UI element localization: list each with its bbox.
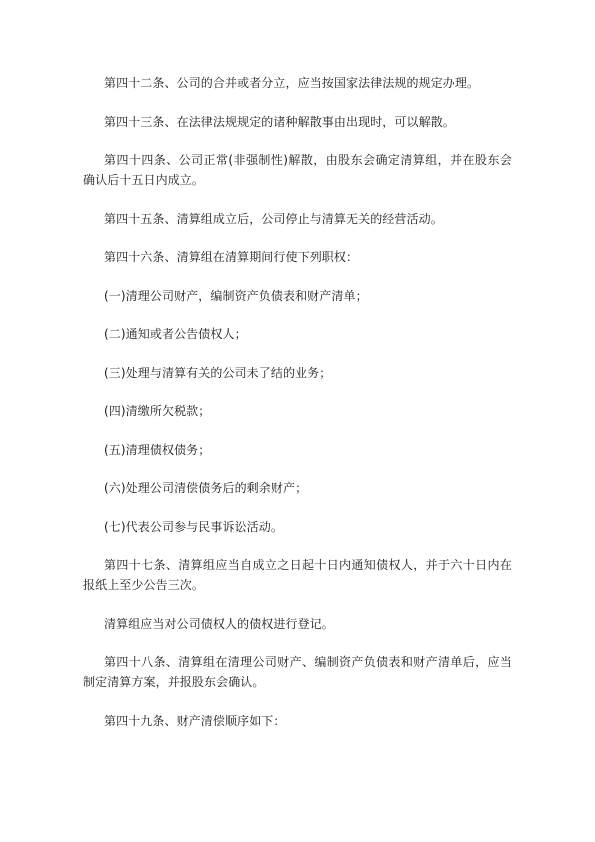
article-46: 第四十六条、清算组在清算期间行使下列职权：	[104, 250, 359, 264]
list-item-4: (四)清缴所欠税款；	[104, 404, 211, 418]
article-49: 第四十九条、财产清偿顺序如下：	[104, 713, 286, 728]
article-44: 第四十四条、公司正常(非强制性)解散，由股东会确定清算组，并在股东会确认后十五日内成立。	[83, 153, 512, 187]
list-item-2: (二)通知或者公告债权人；	[104, 327, 247, 341]
article-45: 第四十五条、清算组成立后，公司停止与清算无关的经营活动。	[104, 211, 443, 226]
article-48: 第四十八条、清算组在清理公司财产、编制资产负债表和财产清单后，应当制定清算方案，并报股东会确认。	[83, 655, 512, 689]
list-item-3: (三)处理与清算有关的公司未了结的业务；	[104, 365, 332, 380]
article-42: 第四十二条、公司的合并或者分立，应当按国家法律法规的规定办理。	[104, 76, 480, 90]
list-item-5: (五)清理债权债务；	[104, 442, 211, 457]
article-47-registration: 清算组应当对公司债权人的债权进行登记。	[104, 616, 334, 631]
article-47: 第四十七条、清算组应当自成立之日起十日内通知债权人，并于六十日内在报纸上至少公告三次。	[83, 558, 512, 592]
list-item-6: (六)处理公司清偿债务后的剩余财产；	[104, 481, 308, 495]
list-item-1: (一)清理公司财产，编制资产负债表和财产清单；	[104, 288, 368, 303]
list-item-7: (七)代表公司参与民事诉讼活动。	[104, 519, 283, 534]
article-43: 第四十三条、在法律法规规定的诸种解散事由出现时，可以解散。	[104, 114, 455, 129]
